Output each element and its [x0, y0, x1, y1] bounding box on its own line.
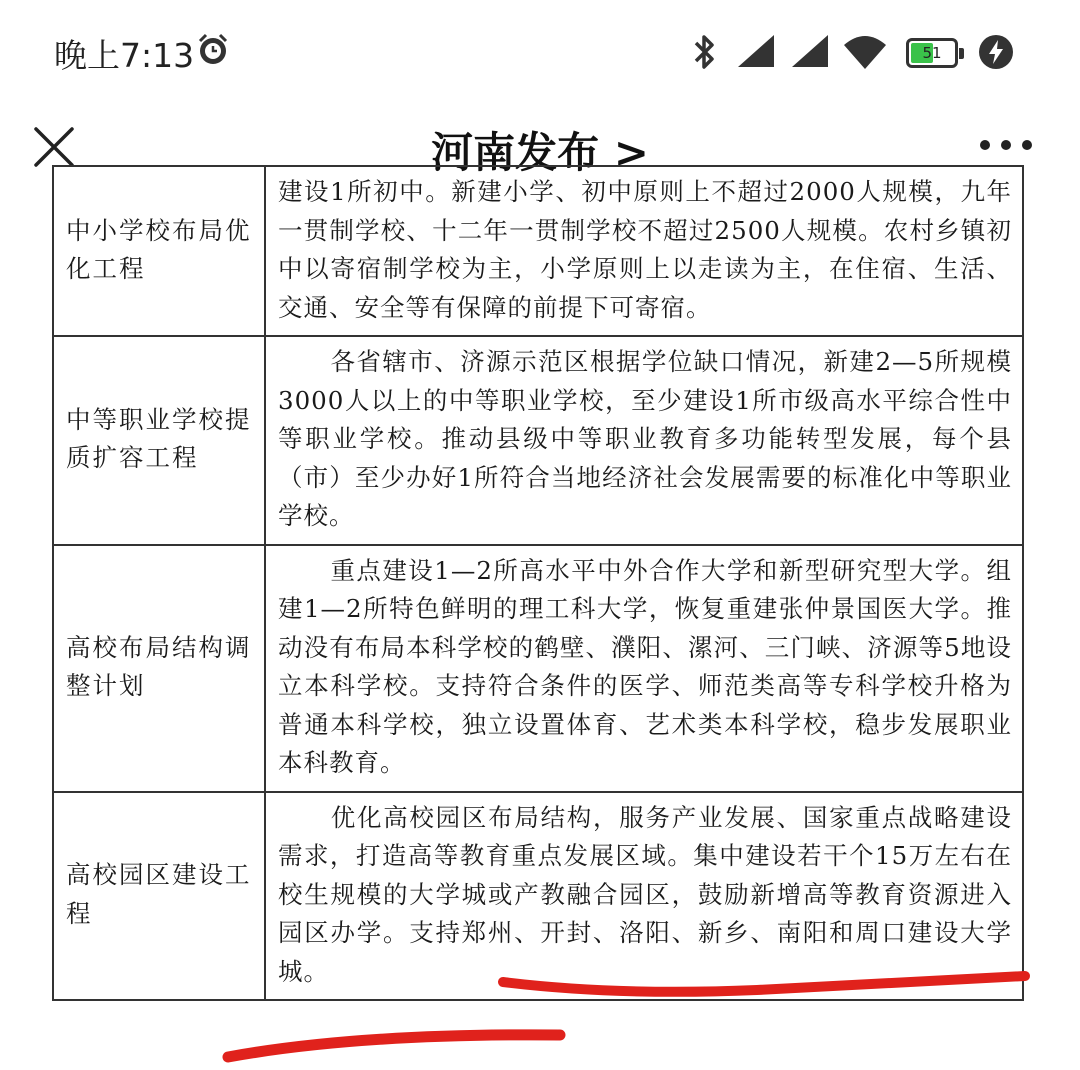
more-icon[interactable] [978, 130, 1034, 160]
project-desc-cell [265, 545, 1023, 792]
project-desc-cell [265, 336, 1023, 545]
project-name-cell: 中等职业学校提质扩容工程 [53, 336, 265, 545]
policy-table [52, 165, 1024, 1001]
project-desc-cell: 建设1所初中。新建小学、初中原则上不超过2000人规模，九年一贯制学校、十二年一贯制学校不超过2500人规模。农村乡镇初中以寄宿制学校为主，小学原则上以走读为主，在住宿、生活、交通、安全等有保障的前提下可寄宿。 [265, 166, 1023, 336]
project-name-cell: 高校园区建设工程 [53, 792, 265, 1001]
red-underline-mark [220, 1015, 570, 1070]
wifi-icon [842, 33, 888, 71]
battery-level: 51 [922, 44, 942, 62]
project-desc-text: 优化高校园区布局结构，服务产业发展、国家重点战略建设需求，打造高等教育重点发展区域。集中建设若干个15万左右在校生规模的大学城或产教融合园区，鼓励新增高等教育资源进入园区办学。支持郑州、开封、洛阳、新乡、南阳和周口建设大学城。 [278, 802, 1012, 986]
table-row [53, 336, 1023, 545]
project-name-cell: 高校布局结构调整计划 [53, 545, 265, 792]
signal-icon [736, 33, 776, 69]
alarm-icon [196, 33, 230, 67]
document-image [0, 177, 1080, 1070]
status-bar [0, 0, 1080, 100]
battery-icon [906, 38, 958, 68]
charging-icon [978, 34, 1014, 70]
red-underline-mark [497, 960, 1032, 1002]
project-desc-text: 各省辖市、济源示范区根据学位缺口情况，新建2—5所规模3000人以上的中等职业学校，至少建设1所市级高水平综合性中等职业学校。推动县级中等职业教育多功能转型发展，每个县（市）至少办好1所符合当地经济社会发展需要的标准化中等职业学校。 [278, 347, 1012, 530]
project-desc-text: 重点建设1—2所高水平中外合作大学和新型研究型大学。组建1—2所特色鲜明的理工科大学，恢复重建张仲景国医大学。推动没有布局本科学校的鹤壁、濮阳、漯河、三门峡、济源等5地设立本科学校。支持符合条件的医学、师范类高等专科学校升格为普通本科学校，独立设置体育、艺术类本科学校，稳步发展职业本科教育。 [278, 555, 1012, 777]
project-name-cell: 中小学校布局优化工程 [53, 166, 265, 336]
bluetooth-icon [690, 33, 720, 71]
signal-icon [790, 33, 830, 69]
account-title[interactable]: 河南发布 > [431, 128, 649, 177]
table-row [53, 166, 1023, 336]
clock-time: 晚上7:13 [54, 36, 195, 75]
table-row [53, 545, 1023, 792]
